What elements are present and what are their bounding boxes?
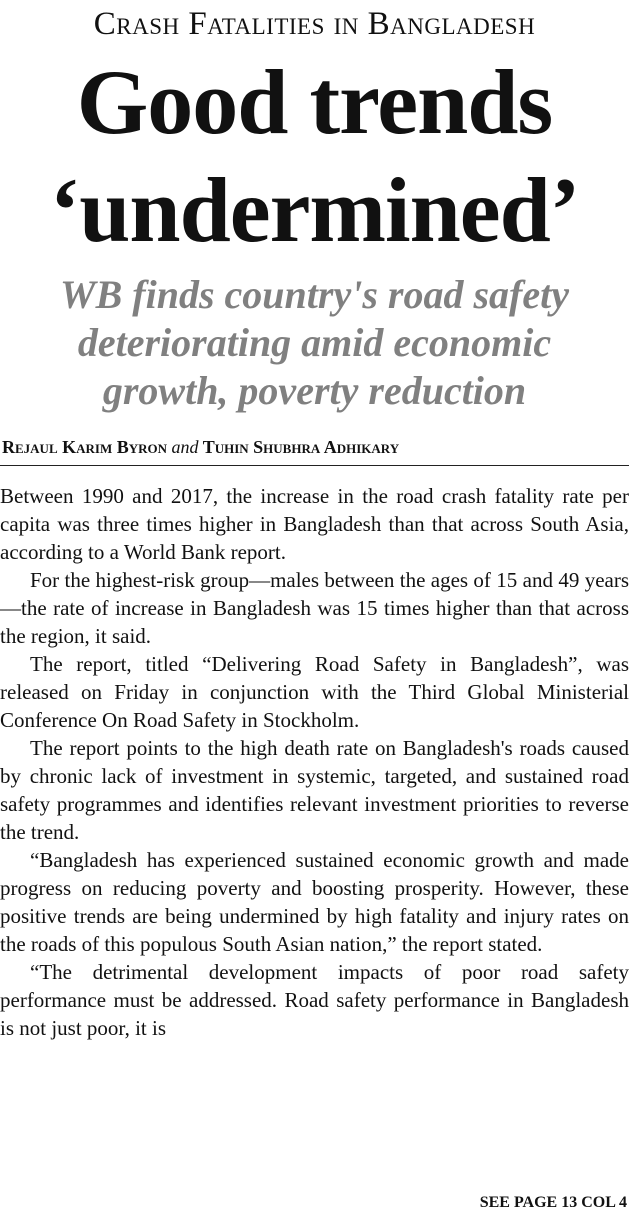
headline-line-1: Good trends	[76, 51, 553, 153]
article-paragraph: For the highest-risk group—males between the ages of 15 and 49 years—the rate of increase in Bangladesh was 15 times higher than that across the region, it said.	[0, 568, 629, 648]
article-paragraph: The report, titled “Delivering Road Safety in Bangladesh”, was released on Friday in conjunction with the Third Global Ministerial Conference On Road Safety in Stockholm.	[0, 652, 629, 732]
article-paragraph: “Bangladesh has experienced sustained economic growth and made progress on reducing poverty and boosting prosperity. However, these positive trends are being undermined by high fatality and injury rates on the roads of this populous South Asian nation,” the report stated.	[0, 848, 629, 956]
byline-author-2: Tuhin Shubhra Adhikary	[202, 437, 400, 457]
deck-line-1: WB finds country's road safety	[60, 272, 569, 317]
headline-line-2: ‘undermined’	[49, 159, 580, 261]
article-paragraph: “The detrimental development impacts of poor road safety performance must be addressed. Road safety performance in Bangladesh is not just poor, it is	[0, 960, 629, 1040]
article-paragraph: Between 1990 and 2017, the increase in the road crash fatality rate per capita was three times higher in Bangladesh than that across South Asia, according to a World Bank report.	[0, 484, 629, 564]
continuation-jump: SEE PAGE 13 COL 4	[479, 1194, 627, 1211]
byline-conjunction: and	[171, 437, 199, 457]
deck-line-2: deteriorating amid economic	[77, 320, 552, 365]
byline-divider	[0, 465, 629, 466]
article-paragraph: The report points to the high death rate on Bangladesh's roads caused by chronic lack of investment in systemic, targeted, and sustained road safety programmes and identifies relevant investment priorities to reverse the trend.	[0, 736, 629, 844]
article-body	[0, 482, 629, 1042]
section-kicker: Crash Fatalities in Bangladesh	[93, 6, 536, 42]
byline	[2, 436, 399, 458]
byline-author-1: Rejaul Karim Byron	[2, 437, 168, 457]
deck-line-3: growth, poverty reduction	[102, 368, 527, 413]
